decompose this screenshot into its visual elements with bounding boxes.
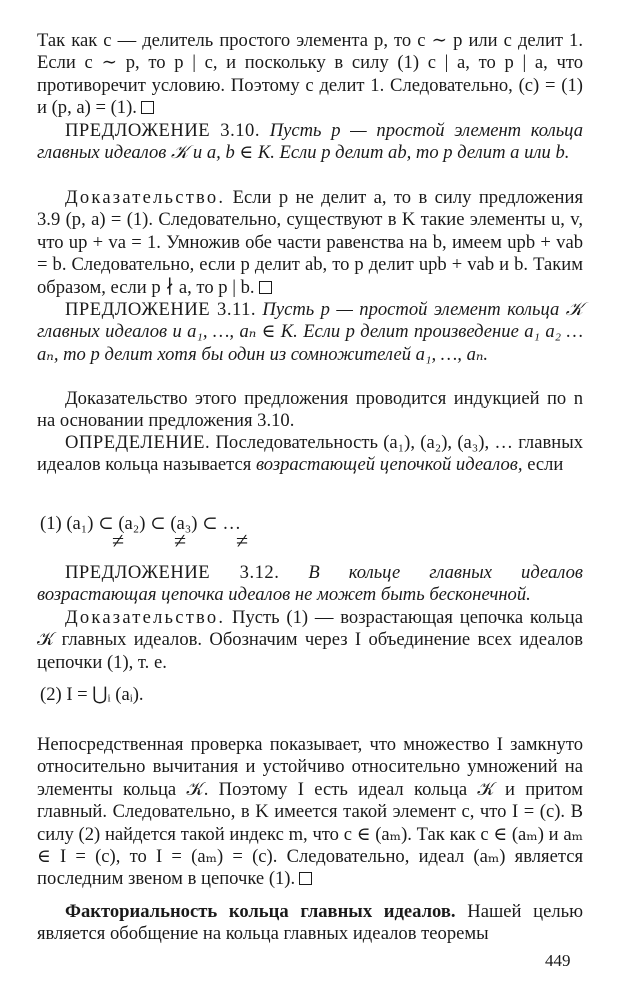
proposition-3-12	[37, 562, 583, 607]
proposition-3-10	[37, 120, 583, 165]
paragraph-intro: Так как c — делитель простого элемента p, то c ∼ p или c делит 1. Если c ∼ p, то p | c, и поскольку в силу (1) c | a, то p | a, что противоречит условию. Поэтому c делит 1. Следовательно, (c) = (1) и (p, a) = (1).	[37, 30, 583, 119]
proof-heading: Доказательство.	[65, 607, 226, 628]
proposition-heading: ПРЕДЛОЖЕНИЕ 3.11.	[65, 299, 257, 320]
section-factoriality: Факториальность кольца главных идеалов. Нашей целью является обобщение на кольца главных идеалов теоремы	[37, 901, 584, 945]
page-number: 449	[545, 951, 571, 970]
definition-heading: ОПРЕДЕЛЕНИЕ.	[65, 432, 211, 453]
definition: ОПРЕДЕЛЕНИЕ. Последовательность (a₁), (a₂), (a₃), … главных идеалов кольца называется возрастающей цепочкой идеалов, если	[37, 432, 583, 476]
neq-symbol: ≠	[236, 528, 249, 553]
proposition-3-11	[37, 299, 583, 366]
proposition-heading: ПРЕДЛОЖЕНИЕ 3.12.	[65, 562, 280, 583]
proof-3-10	[37, 187, 583, 299]
section-heading: Факториальность кольца главных идеалов.	[65, 901, 456, 922]
qed-icon	[299, 872, 312, 885]
proposition-statement: Пусть p — простой элемент кольца 𝒦 главных идеалов и a₁, …, aₙ ∈ K. Если p делит произведение a₁ a₂ … aₙ, то p делит хотя бы один из сомножителей a₁, …, aₙ.	[37, 299, 583, 365]
proof-heading: Доказательство.	[65, 187, 226, 208]
proof-3-11: Доказательство этого предложения проводится индукцией по n на основании предложения 3.10.	[37, 388, 583, 432]
neq-symbol: ≠	[112, 528, 125, 553]
proposition-heading: ПРЕДЛОЖЕНИЕ 3.10.	[65, 120, 260, 141]
qed-icon	[259, 281, 272, 294]
proposition-statement: Пусть p — простой элемент кольца главных идеалов 𝒦 и a, b ∈ K. Если p делит ab, то p делит a или b.	[37, 120, 584, 164]
proof-text: Если p не делит a, то в силу предложения 3.9 (p, a) = (1). Следовательно, существуют в K такие элементы u, v, что up + va = 1. Умножив обе части равенства на b, имеем upb + vab = b. Следовательно, если p делит ab, то p делит upb + vab и b. Таким образом, если p ∤ a, то p | b.	[37, 187, 583, 298]
formula-2: (2) I = ⋃ᵢ (aᵢ).	[40, 684, 144, 705]
formula-1: (1) (a₁) ⊂ (a₂) ⊂ (a₃) ⊂ …	[40, 513, 241, 534]
paragraph-verification: Непосредственная проверка показывает, что множество I замкнуто относительно вычитания и устойчиво относительно умножений на элементы кольца 𝒦. Поэтому I есть идеал кольца 𝒦 и притом главный. Следовательно, в K имеется такой элемент c, что I = (c). В силу (2) найдется такой индекс m, что c ∈ (aₘ). Так как c ∈ (aₘ) и aₘ ∈ I = (c), то I = (aₘ) = (c). Следовательно, идеал (aₘ) является последним звеном в цепочке (1).	[37, 734, 583, 890]
neq-symbol: ≠	[174, 528, 187, 553]
qed-icon	[141, 101, 154, 114]
proof-text: Пусть (1) — возрастающая цепочка кольца 𝒦 главных идеалов. Обозначим через I объединение всех идеалов цепочки (1), т. е.	[37, 607, 583, 673]
proposition-statement: В кольце главных идеалов возрастающая цепочка идеалов не может быть бесконечной.	[37, 562, 583, 606]
proof-3-12	[37, 607, 583, 674]
